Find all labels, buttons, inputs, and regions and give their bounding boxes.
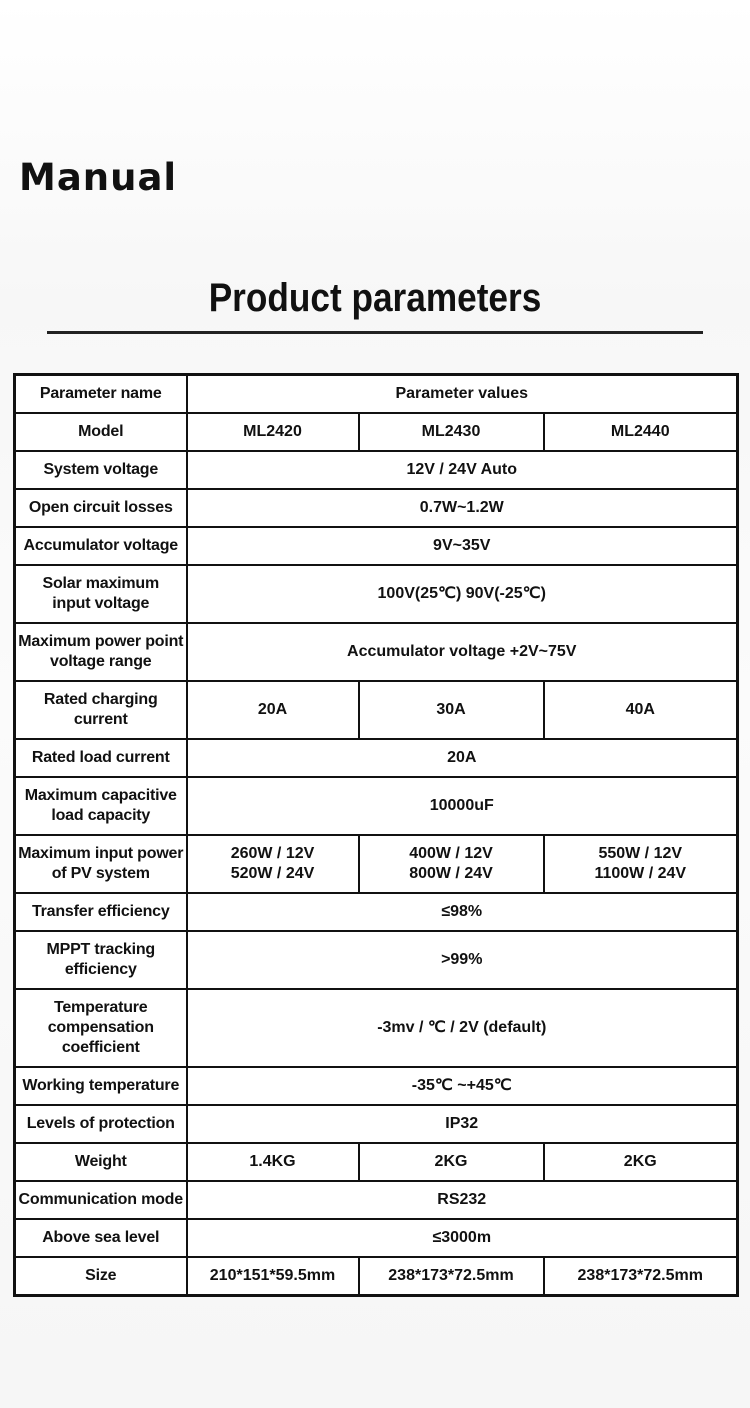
row-value: 12V / 24V Auto [187, 451, 738, 489]
row-value: 20A [187, 681, 359, 739]
row-value: IP32 [187, 1105, 738, 1143]
row-label-line: of PV system [51, 865, 150, 882]
table-row-transfer-efficiency [15, 893, 738, 931]
row-value: 30A [359, 681, 544, 739]
row-value: 10000uF [187, 777, 738, 835]
row-value: ≤98% [187, 893, 738, 931]
row-value: 238*173*72.5mm [359, 1257, 544, 1296]
model-ml2420: ML2420 [187, 413, 359, 451]
row-value: 0.7W~1.2W [187, 489, 738, 527]
row-label-line: efficiency [64, 961, 137, 978]
row-label [15, 777, 187, 835]
row-value [187, 835, 359, 893]
row-label-line: Maximum capacitive [24, 787, 177, 804]
row-label: Accumulator voltage [15, 527, 187, 565]
row-label: Communication mode [15, 1181, 187, 1219]
row-label: Levels of protection [15, 1105, 187, 1143]
row-label: Above sea level [15, 1219, 187, 1257]
row-label [15, 989, 187, 1067]
table-row-system-voltage [15, 451, 738, 489]
row-label: Model [15, 413, 187, 451]
row-label [15, 623, 187, 681]
row-value [359, 835, 544, 893]
table-row-working-temperature [15, 1067, 738, 1105]
table-row-max-capacitive-load [15, 777, 738, 835]
row-label: Transfer efficiency [15, 893, 187, 931]
row-value: Accumulator voltage +2V~75V [187, 623, 738, 681]
table-row-rated-charging-current [15, 681, 738, 739]
row-value: ≤3000m [187, 1219, 738, 1257]
row-value: 238*173*72.5mm [544, 1257, 738, 1296]
table-row-weight [15, 1143, 738, 1181]
manual-heading: Manual [19, 156, 178, 199]
row-value: RS232 [187, 1181, 738, 1219]
table-row-accumulator-voltage [15, 527, 738, 565]
table-row-temperature-compensation [15, 989, 738, 1067]
row-label [15, 681, 187, 739]
row-label-line: current [73, 711, 128, 728]
row-label-line: Solar maximum [42, 575, 160, 592]
row-label-line: voltage range [50, 653, 152, 670]
row-value: -3mv / ℃ / 2V (default) [187, 989, 738, 1067]
row-label-line: compensation [47, 1019, 154, 1036]
value-line: 800W / 24V [409, 865, 493, 882]
row-label-line: input voltage [52, 595, 150, 612]
value-line: 400W / 12V [409, 845, 493, 862]
row-label-line: load capacity [51, 807, 151, 824]
table-row-mpp-voltage-range [15, 623, 738, 681]
row-label: Rated load current [15, 739, 187, 777]
table-row-solar-max-input-voltage [15, 565, 738, 623]
table-row-model [15, 413, 738, 451]
row-value: 1.4KG [187, 1143, 359, 1181]
row-label [15, 565, 187, 623]
row-label-line: coefficient [61, 1039, 140, 1056]
row-label-line: Maximum input power [18, 845, 184, 862]
row-value: 2KG [544, 1143, 738, 1181]
row-label-line: MPPT tracking [46, 941, 156, 958]
table-header-row [15, 375, 738, 414]
row-value: 2KG [359, 1143, 544, 1181]
header-parameter-name: Parameter name [15, 375, 187, 414]
row-value [544, 835, 738, 893]
model-ml2440: ML2440 [544, 413, 738, 451]
row-label: Size [15, 1257, 187, 1296]
row-label: Weight [15, 1143, 187, 1181]
row-label: Working temperature [15, 1067, 187, 1105]
row-value: 20A [187, 739, 738, 777]
row-label [15, 835, 187, 893]
header-parameter-values: Parameter values [187, 375, 738, 414]
row-label-line: Rated charging [43, 691, 158, 708]
value-line: 260W / 12V [230, 845, 315, 862]
row-label-line: Temperature [53, 999, 148, 1016]
title-underline [47, 331, 703, 334]
row-label: System voltage [15, 451, 187, 489]
table-row-open-circuit-losses [15, 489, 738, 527]
value-line: 520W / 24V [230, 865, 315, 882]
row-label: Open circuit losses [15, 489, 187, 527]
table-row-max-pv-power [15, 835, 738, 893]
table-row-protection [15, 1105, 738, 1143]
table-row-size [15, 1257, 738, 1296]
row-label-line: Maximum power point [18, 633, 184, 650]
row-label [15, 931, 187, 989]
parameters-table [13, 373, 739, 1297]
row-value: 9V~35V [187, 527, 738, 565]
value-line: 550W / 12V [598, 845, 683, 862]
table-row-rated-load-current [15, 739, 738, 777]
row-value: 40A [544, 681, 738, 739]
row-value: -35℃ ~+45℃ [187, 1067, 738, 1105]
page-title: Product parameters [208, 276, 542, 320]
table-row-mppt-efficiency [15, 931, 738, 989]
row-value: >99% [187, 931, 738, 989]
row-value: 100V(25℃) 90V(-25℃) [187, 565, 738, 623]
model-ml2430: ML2430 [359, 413, 544, 451]
table-row-communication [15, 1181, 738, 1219]
value-line: 1100W / 24V [594, 865, 687, 882]
table-row-sea-level [15, 1219, 738, 1257]
row-value: 210*151*59.5mm [187, 1257, 359, 1296]
